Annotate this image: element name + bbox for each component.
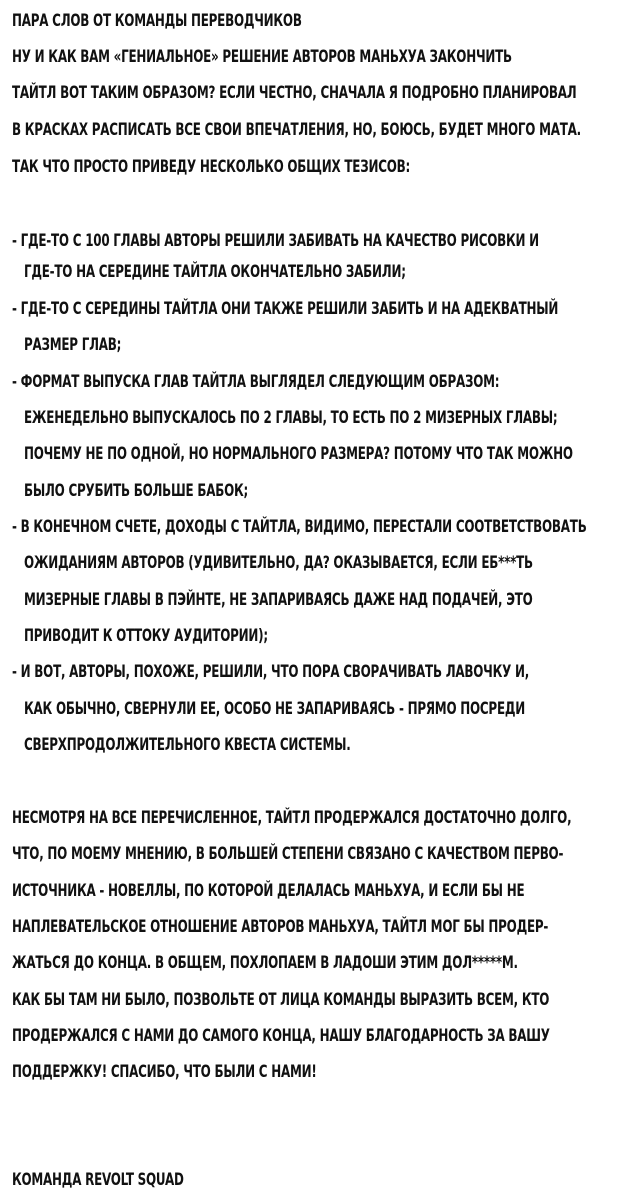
thesis-line: ЕЖЕНЕДЕЛЬНО ВЫПУСКАЛОСЬ ПО 2 ГЛАВЫ, ТО ЕСТЬ ПО 2 МИЗЕРНЫХ ГЛАВЫ; <box>24 408 558 428</box>
intro-line: ТАЙТЛ ВОТ ТАКИМ ОБРАЗОМ? ЕСЛИ ЧЕСТНО, СНАЧАЛА Я ПОДРОБНО ПЛАНИРОВАЛ <box>12 83 577 103</box>
intro-line: В КРАСКАХ РАСПИСАТЬ ВСЕ СВОИ ВПЕЧАТЛЕНИЯ, НО, БОЮСЬ, БУДЕТ МНОГО МАТА. <box>12 120 581 140</box>
thesis-line: РАЗМЕР ГЛАВ; <box>24 335 122 355</box>
thesis-line: МИЗЕРНЫЕ ГЛАВЫ В ПЭЙНТЕ, НЕ ЗАПАРИВАЯСЬ ДАЖЕ НАД ПОДАЧЕЙ, ЭТО <box>24 590 533 610</box>
thesis-line: - В КОНЕЧНОМ СЧЕТЕ, ДОХОДЫ С ТАЙТЛА, ВИДИМО, ПЕРЕСТАЛИ СООТВЕТСТВОВАТЬ <box>12 517 587 537</box>
thesis-line: ПРИВОДИТ К ОТТОКУ АУДИТОРИИ); <box>24 626 268 646</box>
closing-line: КАК БЫ ТАМ НИ БЫЛО, ПОЗВОЛЬТЕ ОТ ЛИЦА КОМАНДЫ ВЫРАЗИТЬ ВСЕМ, КТО <box>12 990 550 1010</box>
closing-line: ПОДДЕРЖКУ! СПАСИБО, ЧТО БЫЛИ С НАМИ! <box>12 1062 317 1082</box>
note-title: ПАРА СЛОВ ОТ КОМАНДЫ ПЕРЕВОДЧИКОВ <box>12 11 302 31</box>
thesis-line: БЫЛО СРУБИТЬ БОЛЬШЕ БАБОК; <box>24 481 249 501</box>
closing-line: ЧТО, ПО МОЕМУ МНЕНИЮ, В БОЛЬШЕЙ СТЕПЕНИ СВЯЗАНО С КАЧЕСТВОМ ПЕРВО- <box>12 844 564 864</box>
intro-line: НУ И КАК ВАМ «ГЕНИАЛЬНОЕ» РЕШЕНИЕ АВТОРОВ МАНЬХУА ЗАКОНЧИТЬ <box>12 47 512 67</box>
closing-line: НАПЛЕВАТЕЛЬСКОЕ ОТНОШЕНИЕ АВТОРОВ МАНЬХУА, ТАЙТЛ МОГ БЫ ПРОДЕР- <box>12 917 549 937</box>
intro-line: ТАК ЧТО ПРОСТО ПРИВЕДУ НЕСКОЛЬКО ОБЩИХ ТЕЗИСОВ: <box>12 157 411 177</box>
thesis-line: - ФОРМАТ ВЫПУСКА ГЛАВ ТАЙТЛА ВЫГЛЯДЕЛ СЛЕДУЮЩИМ ОБРАЗОМ: <box>12 372 500 392</box>
thesis-line: КАК ОБЫЧНО, СВЕРНУЛИ ЕЕ, ОСОБО НЕ ЗАПАРИВАЯСЬ - ПРЯМО ПОСРЕДИ <box>24 699 526 719</box>
thesis-line: ГДЕ-ТО НА СЕРЕДИНЕ ТАЙТЛА ОКОНЧАТЕЛЬНО ЗАБИЛИ; <box>24 262 406 282</box>
closing-line: НЕСМОТРЯ НА ВСЕ ПЕРЕЧИСЛЕННОЕ, ТАЙТЛ ПРОДЕРЖАЛСЯ ДОСТАТОЧНО ДОЛГО, <box>12 808 572 828</box>
closing-line: ЖАТЬСЯ ДО КОНЦА. В ОБЩЕМ, ПОХЛОПАЕМ В ЛАДОШИ ЭТИМ ДОЛ*****М. <box>12 953 518 973</box>
thesis-line: СВЕРХПРОДОЛЖИТЕЛЬНОГО КВЕСТА СИСТЕМЫ. <box>24 735 351 755</box>
team-signature: КОМАНДА REVOLT SQUAD <box>12 1170 184 1190</box>
closing-line: ИСТОЧНИКА - НОВЕЛЛЫ, ПО КОТОРОЙ ДЕЛАЛАСЬ МАНЬХУА, И ЕСЛИ БЫ НЕ <box>12 881 525 901</box>
thesis-line: - ГДЕ-ТО С 100 ГЛАВЫ АВТОРЫ РЕШИЛИ ЗАБИВАТЬ НА КАЧЕСТВО РИСОВКИ И <box>12 231 539 251</box>
thesis-line: ПОЧЕМУ НЕ ПО ОДНОЙ, НО НОРМАЛЬНОГО РАЗМЕРА? ПОТОМУ ЧТО ТАК МОЖНО <box>24 444 573 464</box>
thesis-line: - И ВОТ, АВТОРЫ, ПОХОЖЕ, РЕШИЛИ, ЧТО ПОРА СВОРАЧИВАТЬ ЛАВОЧКУ И, <box>12 662 530 682</box>
thesis-line: ОЖИДАНИЯМ АВТОРОВ (УДИВИТЕЛЬНО, ДА? ОКАЗЫВАЕТСЯ, ЕСЛИ ЕБ***ТЬ <box>24 553 533 573</box>
thesis-line: - ГДЕ-ТО С СЕРЕДИНЫ ТАЙТЛА ОНИ ТАКЖЕ РЕШИЛИ ЗАБИТЬ И НА АДЕКВАТНЫЙ <box>12 299 559 319</box>
closing-line: ПРОДЕРЖАЛСЯ С НАМИ ДО САМОГО КОНЦА, НАШУ БЛАГОДАРНОСТЬ ЗА ВАШУ <box>12 1026 550 1046</box>
